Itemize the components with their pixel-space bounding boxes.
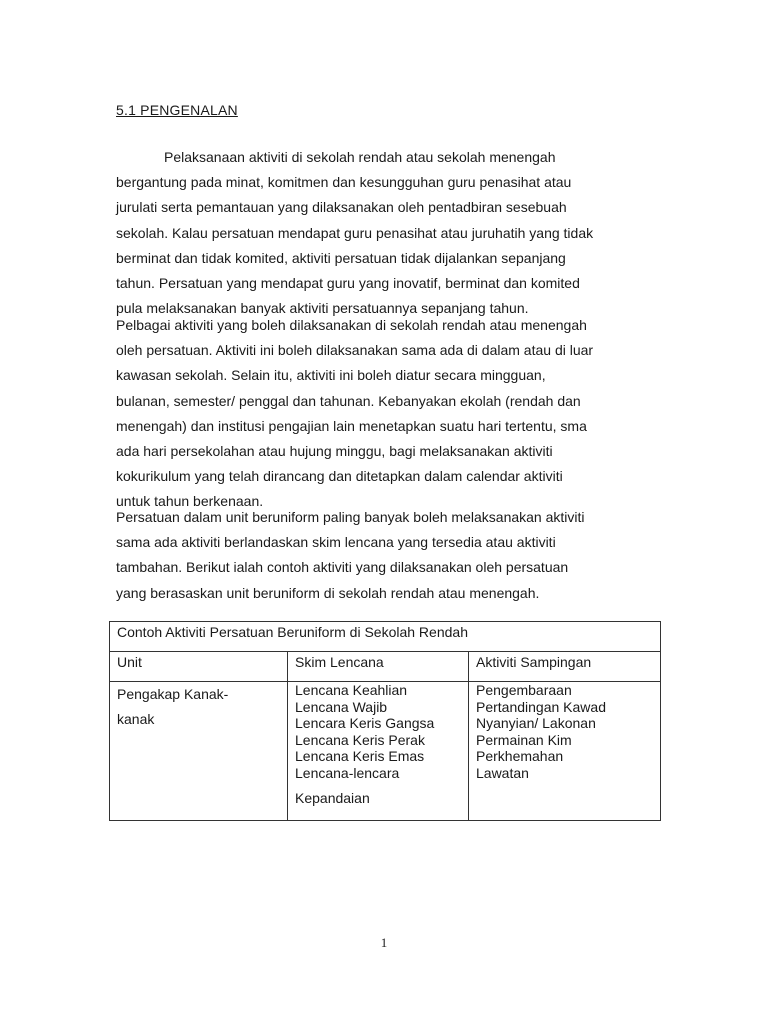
header-unit: Unit	[110, 652, 288, 682]
paragraph-line: sekolah. Kalau persatuan mendapat guru penasihat atau juruhatih yang tidak	[116, 224, 594, 241]
paragraph-uniform-units	[116, 505, 664, 606]
paragraph-line: Persatuan dalam unit beruniform paling banyak boleh melaksanakan aktiviti	[116, 509, 585, 525]
table-header-row	[110, 652, 661, 682]
paragraph-line: jurulati serta pemantauan yang dilaksanakan oleh pentadbiran sesebuah	[116, 199, 567, 216]
table-caption: Contoh Aktiviti Persatuan Beruniform di Sekolah Rendah	[110, 622, 661, 652]
unit-name-line: Pengakap Kanak-	[117, 686, 229, 702]
aktiviti-sampingan-list	[476, 682, 660, 782]
unit-name-line: kanak	[117, 711, 155, 727]
paragraph-line: ada hari persekolahan atau hujung minggu, bagi melaksanakan aktiviti	[116, 443, 553, 460]
paragraph-line: bergantung pada minat, komitmen dan kesungguhan guru penasihat atau	[116, 174, 572, 191]
paragraph-line: menengah) dan institusi pengajian lain menetapkan suatu hari tertentu, sma	[116, 417, 587, 434]
header-aktiviti-sampingan: Aktiviti Sampingan	[469, 652, 661, 682]
paragraph-line: Pelaksanaan aktiviti di sekolah rendah atau sekolah menengah	[164, 149, 556, 165]
paragraph-line: yang berasaskan unit beruniform di sekolah rendah atau menengah.	[116, 584, 540, 601]
skim-lencana-list	[295, 682, 468, 806]
list-item: Pertandingan Kawad	[476, 698, 606, 715]
paragraph-line: pula melaksanakan banyak aktiviti persatuannya sepanjang tahun.	[116, 300, 529, 317]
list-item: Nyanyian/ Lakonan	[476, 715, 596, 732]
cell-skim-lencana	[288, 682, 469, 821]
list-item: Lencana Keris Emas	[295, 748, 425, 765]
section-heading: 5.1 PENGENALAN	[116, 102, 238, 118]
paragraph-introduction	[116, 145, 664, 321]
cell-unit	[110, 682, 288, 821]
list-item: Lencana Keris Perak	[295, 731, 425, 748]
list-item: Lencana-lencara	[295, 764, 400, 781]
list-item: Permainan Kim	[476, 731, 572, 748]
list-item: Pengembaraan	[476, 682, 572, 698]
paragraph-line: untuk tahun berkenaan.	[116, 493, 264, 510]
page-number: 1	[380, 935, 388, 950]
cell-aktiviti-sampingan	[469, 682, 661, 821]
paragraph-activities	[116, 313, 664, 515]
paragraph-line: kawasan sekolah. Selain itu, aktiviti ini boleh diatur secara mingguan,	[116, 367, 546, 384]
paragraph-line: oleh persatuan. Aktiviti ini boleh dilaksanakan sama ada di dalam atau di luar	[116, 342, 594, 359]
paragraph-line: kokurikulum yang telah dirancang dan ditetapkan dalam calendar aktiviti	[116, 468, 563, 485]
paragraph-line: bulanan, semester/ penggal dan tahunan. Kebanyakan ekolah (rendah dan	[116, 392, 581, 409]
paragraph-line: tambahan. Berikut ialah contoh aktiviti yang dilaksanakan oleh persatuan	[116, 559, 569, 576]
table-caption-row	[110, 622, 661, 652]
paragraph-line: Pelbagai aktiviti yang boleh dilaksanakan di sekolah rendah atau menengah	[116, 317, 587, 333]
activities-table	[109, 621, 661, 821]
list-item: Lencana Wajib	[295, 698, 388, 715]
paragraph-line: sama ada aktiviti berlandaskan skim lencana yang tersedia atau aktiviti	[116, 534, 556, 551]
paragraph-line: tahun. Persatuan yang mendapat guru yang inovatif, berminat dan komited	[116, 275, 580, 292]
paragraph-line: berminat dan tidak komited, aktiviti persatuan tidak dijalankan sepanjang	[116, 249, 566, 266]
list-item: Lencana Keahlian	[295, 682, 408, 698]
list-item: Kepandaian	[295, 789, 370, 806]
header-skim-lencana: Skim Lencana	[288, 652, 469, 682]
list-item: Lencara Keris Gangsa	[295, 715, 435, 732]
list-item: Lawatan	[476, 764, 529, 781]
table-row	[110, 682, 661, 821]
list-item: Perkhemahan	[476, 748, 564, 765]
